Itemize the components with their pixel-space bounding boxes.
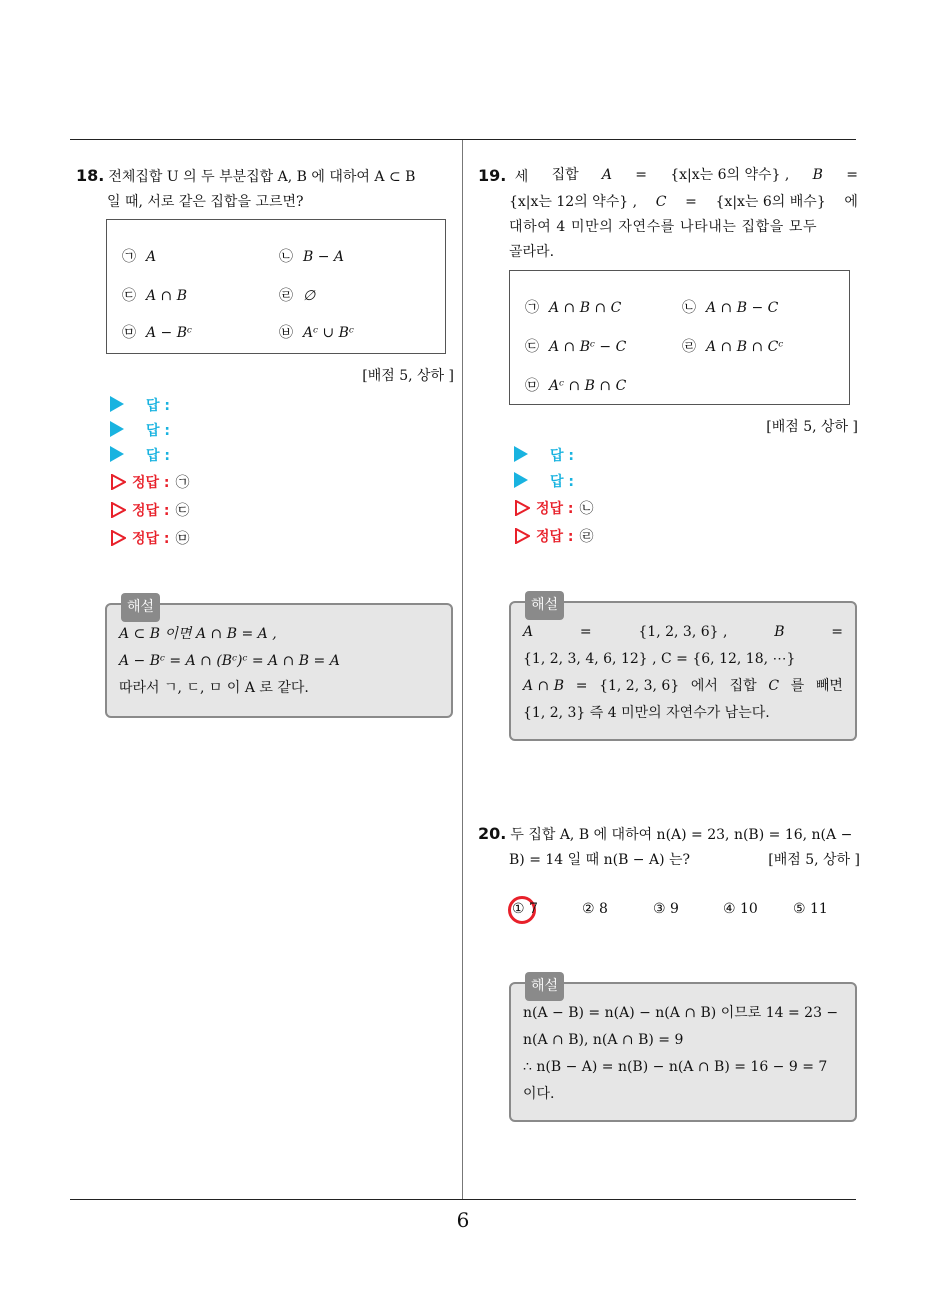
- solution-line: A ⊂ B 이면 A ∩ B = A ,: [119, 626, 277, 642]
- option-item: [279, 322, 354, 342]
- option-expr: A ∩ B − C: [706, 300, 779, 316]
- solution-box: [105, 599, 453, 718]
- triangle-icon: [514, 446, 528, 462]
- option-item: [279, 285, 315, 305]
- correct-answer: 정답 : ㉤: [110, 528, 190, 548]
- question-20-stem: [478, 821, 860, 873]
- correct-answer: 정답 : ㉣: [514, 526, 594, 546]
- choice-4[interactable]: ④ 10: [723, 901, 758, 917]
- solution-line: {1, 2, 3, 4, 6, 12} , C = {6, 12, 18, ⋯}: [523, 651, 796, 667]
- question-text-line: B) = 14 일 때 n(B − A) 는?: [509, 852, 691, 868]
- correct-answer-value: ㉢: [175, 503, 190, 519]
- solution-line: A − Bᶜ = A ∩ (Bᶜ)ᶜ = A ∩ B = A: [119, 653, 340, 669]
- correct-answer: 정답 : ㉢: [110, 500, 190, 520]
- correct-answer: 정답 : ㉡: [514, 498, 594, 518]
- score-label: [배점 5, 상하 ]: [362, 368, 454, 384]
- option-expr: A: [146, 249, 157, 265]
- option-item: [682, 297, 778, 317]
- solution-box: [509, 597, 857, 741]
- option-mark: ㉢: [525, 339, 539, 355]
- answer-blank: 답 :: [514, 445, 574, 465]
- solution-line: {1, 2, 3} 즉 4 미만의 자연수가 남는다.: [523, 705, 770, 721]
- choice-5[interactable]: ⑤ 11: [793, 901, 828, 917]
- solution-tag: 해설: [525, 591, 564, 620]
- solution-tag: 해설: [525, 972, 564, 1001]
- option-mark: ㉣: [279, 288, 293, 304]
- outline-triangle-icon: [110, 502, 126, 518]
- solution-line: A = {1, 2, 3, 6} , B =: [523, 624, 843, 640]
- option-mark: ㉤: [525, 378, 539, 394]
- option-item: [122, 246, 156, 266]
- answer-blank: 답 :: [514, 471, 574, 491]
- header-rule: [70, 139, 856, 140]
- option-item: [525, 375, 626, 395]
- solution-line: n(A − B) = n(A) − n(A ∩ B) 이므로 14 = 23 −: [523, 1005, 839, 1021]
- option-item: [525, 336, 626, 356]
- triangle-icon: [110, 421, 124, 437]
- correct-answer: 정답 : ㉠: [110, 472, 190, 492]
- solution-box: [509, 978, 857, 1122]
- question-text-line: 대하여 4 미만의 자연수를 나타내는 집합을 모두: [509, 219, 818, 235]
- option-mark: ㉡: [682, 300, 696, 316]
- correct-answer-value: ㉡: [579, 501, 594, 517]
- choice-1[interactable]: ① 7: [512, 901, 538, 917]
- solution-tag: 해설: [121, 593, 160, 622]
- answer-choices: [510, 900, 860, 930]
- question-text-line: 두 집합 A, B 에 대하여 n(A) = 23, n(B) = 16, n(A −: [510, 827, 853, 843]
- option-item: [279, 246, 344, 266]
- question-18-stem: [76, 163, 456, 215]
- correct-answer-value: ㉤: [175, 531, 190, 547]
- question-number: 19.: [478, 166, 507, 185]
- option-expr: Aᶜ ∪ Bᶜ: [303, 325, 354, 341]
- outline-triangle-icon: [110, 530, 126, 546]
- answer-blank: 답 :: [110, 445, 170, 465]
- option-expr: ∅: [303, 288, 316, 304]
- option-expr: A ∩ Bᶜ − C: [549, 339, 627, 355]
- solution-line: 따라서 ㄱ, ㄷ, ㅁ 이 A 로 같다.: [119, 680, 309, 696]
- triangle-icon: [514, 472, 528, 488]
- option-mark: ㉠: [525, 300, 539, 316]
- outline-triangle-icon: [514, 528, 530, 544]
- solution-line: ∴ n(B − A) = n(B) − n(A ∩ B) = 16 − 9 = 7: [523, 1059, 828, 1075]
- option-mark: ㉤: [122, 325, 136, 341]
- choice-3[interactable]: ③ 9: [653, 901, 679, 917]
- option-mark: ㉠: [122, 249, 136, 265]
- option-mark: ㉢: [122, 288, 136, 304]
- option-mark: ㉡: [279, 249, 293, 265]
- option-item: [122, 322, 192, 342]
- triangle-icon: [110, 396, 124, 412]
- column-divider: [462, 140, 463, 1200]
- option-mark: ㉣: [682, 339, 696, 355]
- options-box: [106, 219, 446, 354]
- option-expr: A ∩ B: [146, 288, 188, 304]
- answer-blank: 답 :: [110, 420, 170, 440]
- option-item: [682, 336, 783, 356]
- option-expr: A − Bᶜ: [146, 325, 192, 341]
- question-19-stem: 19. 세 집합 A = {x|x는 6의 약수} , B = {x|x는 12의 약수} , C = {x|x는 6의 배수} 에 대하여 4 미만의 자연수를 나타내는 집합을 모두 골라라.: [478, 163, 858, 265]
- correct-answer-value: ㉣: [579, 529, 594, 545]
- option-expr: A ∩ B ∩ Cᶜ: [706, 339, 784, 355]
- question-number: 20.: [478, 824, 507, 843]
- option-expr: B − A: [303, 249, 345, 265]
- option-item: [525, 297, 621, 317]
- option-expr: Aᶜ ∩ B ∩ C: [549, 378, 627, 394]
- solution-line: A ∩ B = {1, 2, 3, 6} 에서 집합 C 를 빼면: [523, 678, 843, 694]
- score-label: [배점 5, 상하 ]: [768, 852, 860, 868]
- question-number: 18.: [76, 166, 105, 185]
- choice-2[interactable]: ② 8: [582, 901, 608, 917]
- outline-triangle-icon: [110, 474, 126, 490]
- question-text-line: 일 때, 서로 같은 집합을 고르면?: [107, 194, 304, 210]
- outline-triangle-icon: [514, 500, 530, 516]
- option-expr: A ∩ B ∩ C: [549, 300, 622, 316]
- score-label: [배점 5, 상하 ]: [766, 419, 858, 435]
- option-item: [122, 285, 187, 305]
- answer-blank: 답 :: [110, 395, 170, 415]
- footer-rule: [70, 1199, 856, 1200]
- question-text-line: 전체집합 U 의 두 부분집합 A, B 에 대하여 A ⊂ B: [108, 169, 416, 185]
- page-number: 6: [456, 1208, 470, 1232]
- correct-answer-value: ㉠: [175, 475, 190, 491]
- solution-line: 이다.: [523, 1086, 555, 1102]
- options-box: [509, 270, 850, 405]
- question-text-line: 골라라.: [509, 244, 555, 260]
- option-mark: ㉥: [279, 325, 293, 341]
- triangle-icon: [110, 446, 124, 462]
- solution-line: n(A ∩ B), n(A ∩ B) = 9: [523, 1032, 684, 1048]
